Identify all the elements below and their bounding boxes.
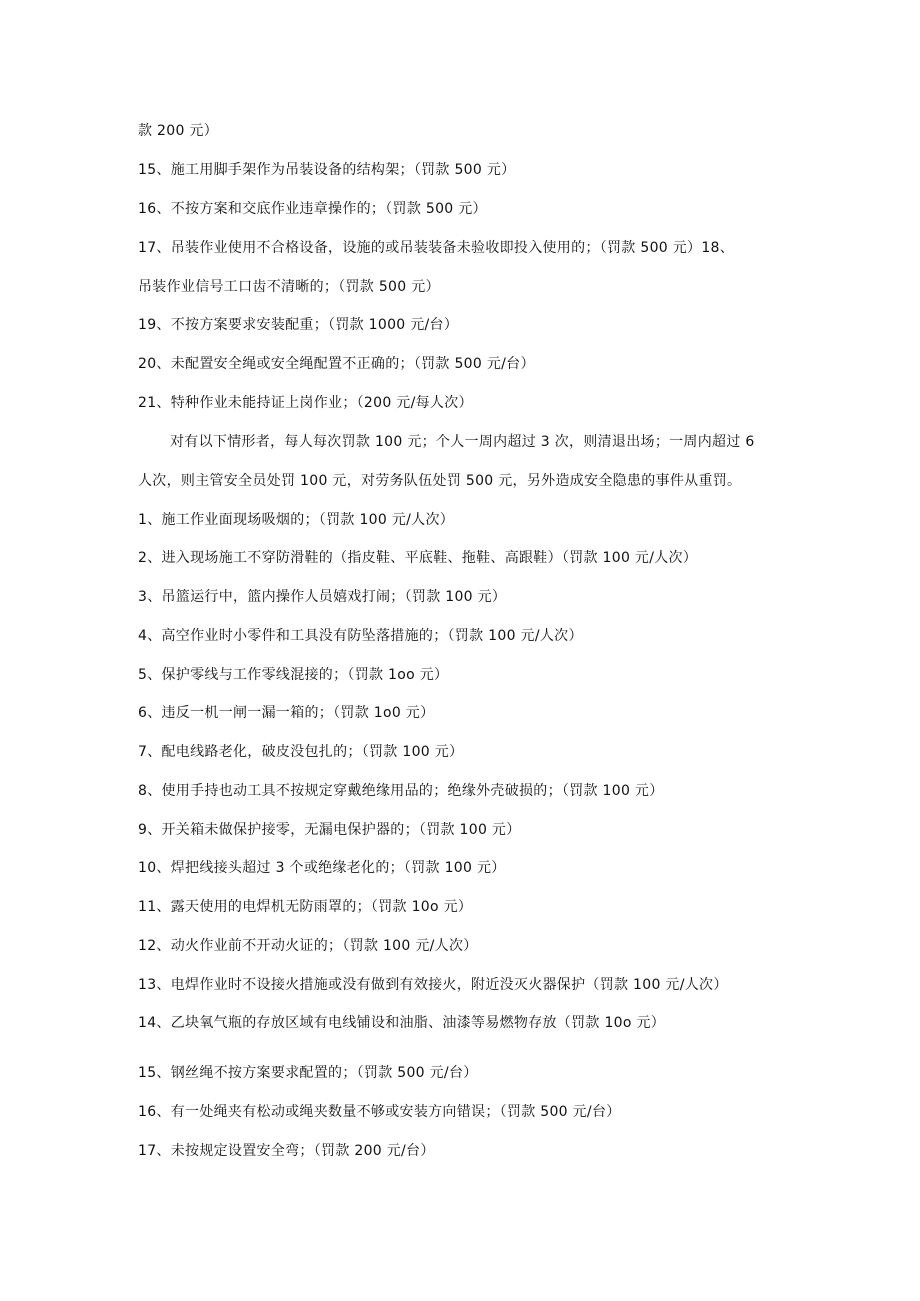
text-line: 15、钢丝绳不按方案要求配置的；（罚款 500 元/台） — [138, 1065, 478, 1081]
text-line: 1、施工作业面现场吸烟的；（罚款 100 元/人次） — [138, 512, 455, 528]
text-line: 11、露天使用的电焊机无防雨罩的；（罚款 10o 元） — [138, 899, 473, 915]
text-line: 9、开关箱未做保护接零，无漏电保护器的；（罚款 100 元） — [138, 822, 521, 838]
text-line: 4、高空作业时小零件和工具没有防坠落措施的；（罚款 100 元/人次） — [138, 628, 583, 644]
text-line: 13、电焊作业时不设接火措施或没有做到有效接火，附近没灭火器保护（罚款 100 元/人次） — [138, 977, 728, 993]
text-line: 12、动火作业前不开动火证的；（罚款 100 元/人次） — [138, 938, 478, 954]
text-line: 17、未按规定设置安全弯；（罚款 200 元/台） — [138, 1143, 435, 1159]
paragraph-first-line: 对有以下情形者，每人每次罚款 100 元；个人一周内超过 3 次，则清退出场；一周内超过 6 — [170, 434, 755, 450]
text-line: 吊装作业信号工口齿不清晰的；（罚款 500 元） — [138, 279, 440, 295]
text-line: 8、使用手持也动工具不按规定穿戴绝缘用品的；绝缘外壳破损的；（罚款 100 元） — [138, 783, 664, 799]
text-line: 人次，则主管安全员处罚 100 元，对劳务队伍处罚 500 元，另外造成安全隐患的事件从重罚。 — [138, 473, 742, 489]
text-line: 15、施工用脚手架作为吊装设备的结构架；（罚款 500 元） — [138, 162, 516, 178]
text-line: 6、违反一机一闸一漏一箱的；（罚款 1o0 元） — [138, 705, 435, 721]
text-line: 17、吊装作业使用不合格设备，设施的或吊装装备未验收即投入使用的；（罚款 500 元）18、 — [138, 240, 735, 256]
text-line: 10、焊把线接头超过 3 个或绝缘老化的；（罚款 100 元） — [138, 860, 506, 876]
text-line: 16、有一处绳夹有松动或绳夹数量不够或安装方向错误；（罚款 500 元/台） — [138, 1104, 621, 1120]
text-line: 款 200 元） — [138, 123, 219, 139]
text-line: 5、保护零线与工作零线混接的；（罚款 1oo 元） — [138, 667, 449, 683]
text-line: 7、配电线路老化，破皮没包扎的；（罚款 100 元） — [138, 744, 464, 760]
text-line: 20、未配置安全绳或安全绳配置不正确的；（罚款 500 元/台） — [138, 356, 535, 372]
text-line: 3、吊篮运行中，篮内操作人员嬉戏打闹；（罚款 100 元） — [138, 589, 507, 605]
text-line: 19、不按方案要求安装配重；（罚款 1000 元/台） — [138, 317, 459, 333]
text-line: 2、进入现场施工不穿防滑鞋的（指皮鞋、平底鞋、拖鞋、高跟鞋）（罚款 100 元/人次） — [138, 550, 698, 566]
text-line: 14、乙块氧气瓶的存放区域有电线铺设和油脂、油漆等易燃物存放（罚款 10o 元） — [138, 1015, 666, 1031]
text-line: 16、不按方案和交底作业违章操作的；（罚款 500 元） — [138, 201, 487, 217]
text-line: 21、特种作业未能持证上岗作业；（200 元/每人次） — [138, 395, 473, 411]
